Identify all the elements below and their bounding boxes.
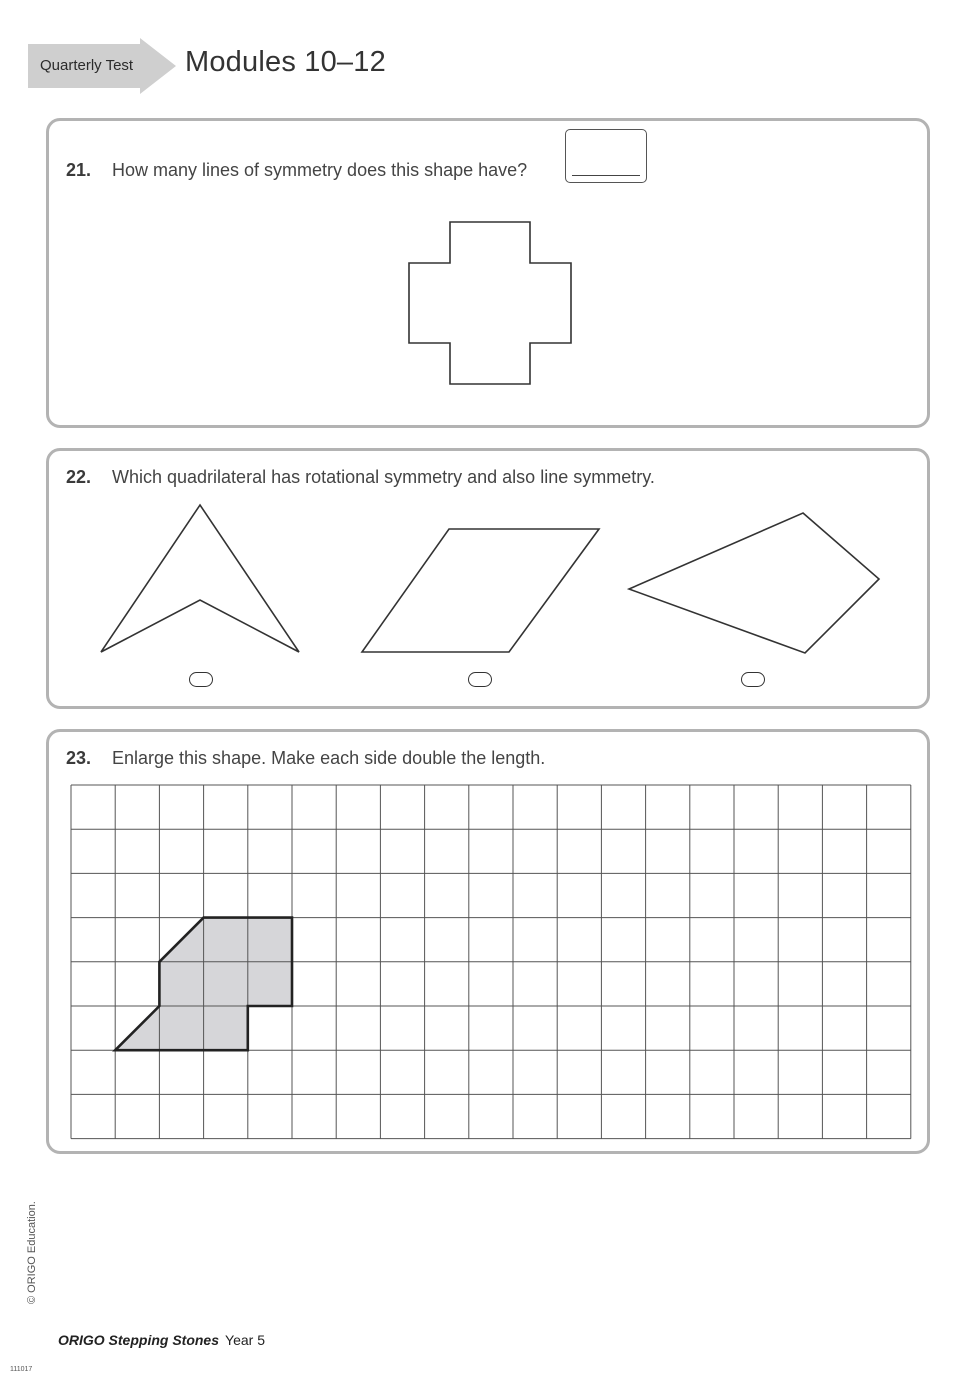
answer-line: [572, 175, 640, 176]
question-number: 21.: [66, 160, 92, 180]
footer-brand: ORIGO Stepping Stones: [58, 1332, 220, 1348]
kite-shape: [627, 511, 883, 657]
question-number: 22.: [66, 467, 92, 487]
header-tag: [28, 38, 176, 94]
page-title: Modules 10–12: [185, 46, 386, 78]
question-text: Which quadrilateral has rotational symmetry and also line symmetry.: [112, 467, 655, 487]
arrowhead-shape: [99, 503, 301, 655]
question-text: How many lines of symmetry does this shape have?: [112, 160, 528, 180]
answer-bubble-parallelogram[interactable]: [468, 672, 492, 687]
footer-year: Year 5: [225, 1332, 265, 1348]
answer-box[interactable]: [565, 129, 647, 183]
copyright-text: © ORIGO Education.: [26, 1201, 38, 1304]
cross-shape: [407, 221, 575, 389]
question-text: Enlarge this shape. Make each side double the length.: [112, 748, 546, 768]
question-card-21: [46, 118, 930, 428]
answer-bubble-arrowhead[interactable]: [189, 672, 213, 687]
question-card-22: [46, 448, 930, 709]
answer-bubble-kite[interactable]: [741, 672, 765, 687]
drawing-grid[interactable]: [68, 782, 914, 1140]
parallelogram-shape: [359, 527, 603, 655]
header-tag-label: Quarterly Test: [40, 57, 134, 74]
page-code: 111017: [10, 1366, 33, 1373]
footer: [58, 1332, 265, 1348]
question-card-23: [46, 729, 930, 1154]
question-number: 23.: [66, 748, 92, 768]
